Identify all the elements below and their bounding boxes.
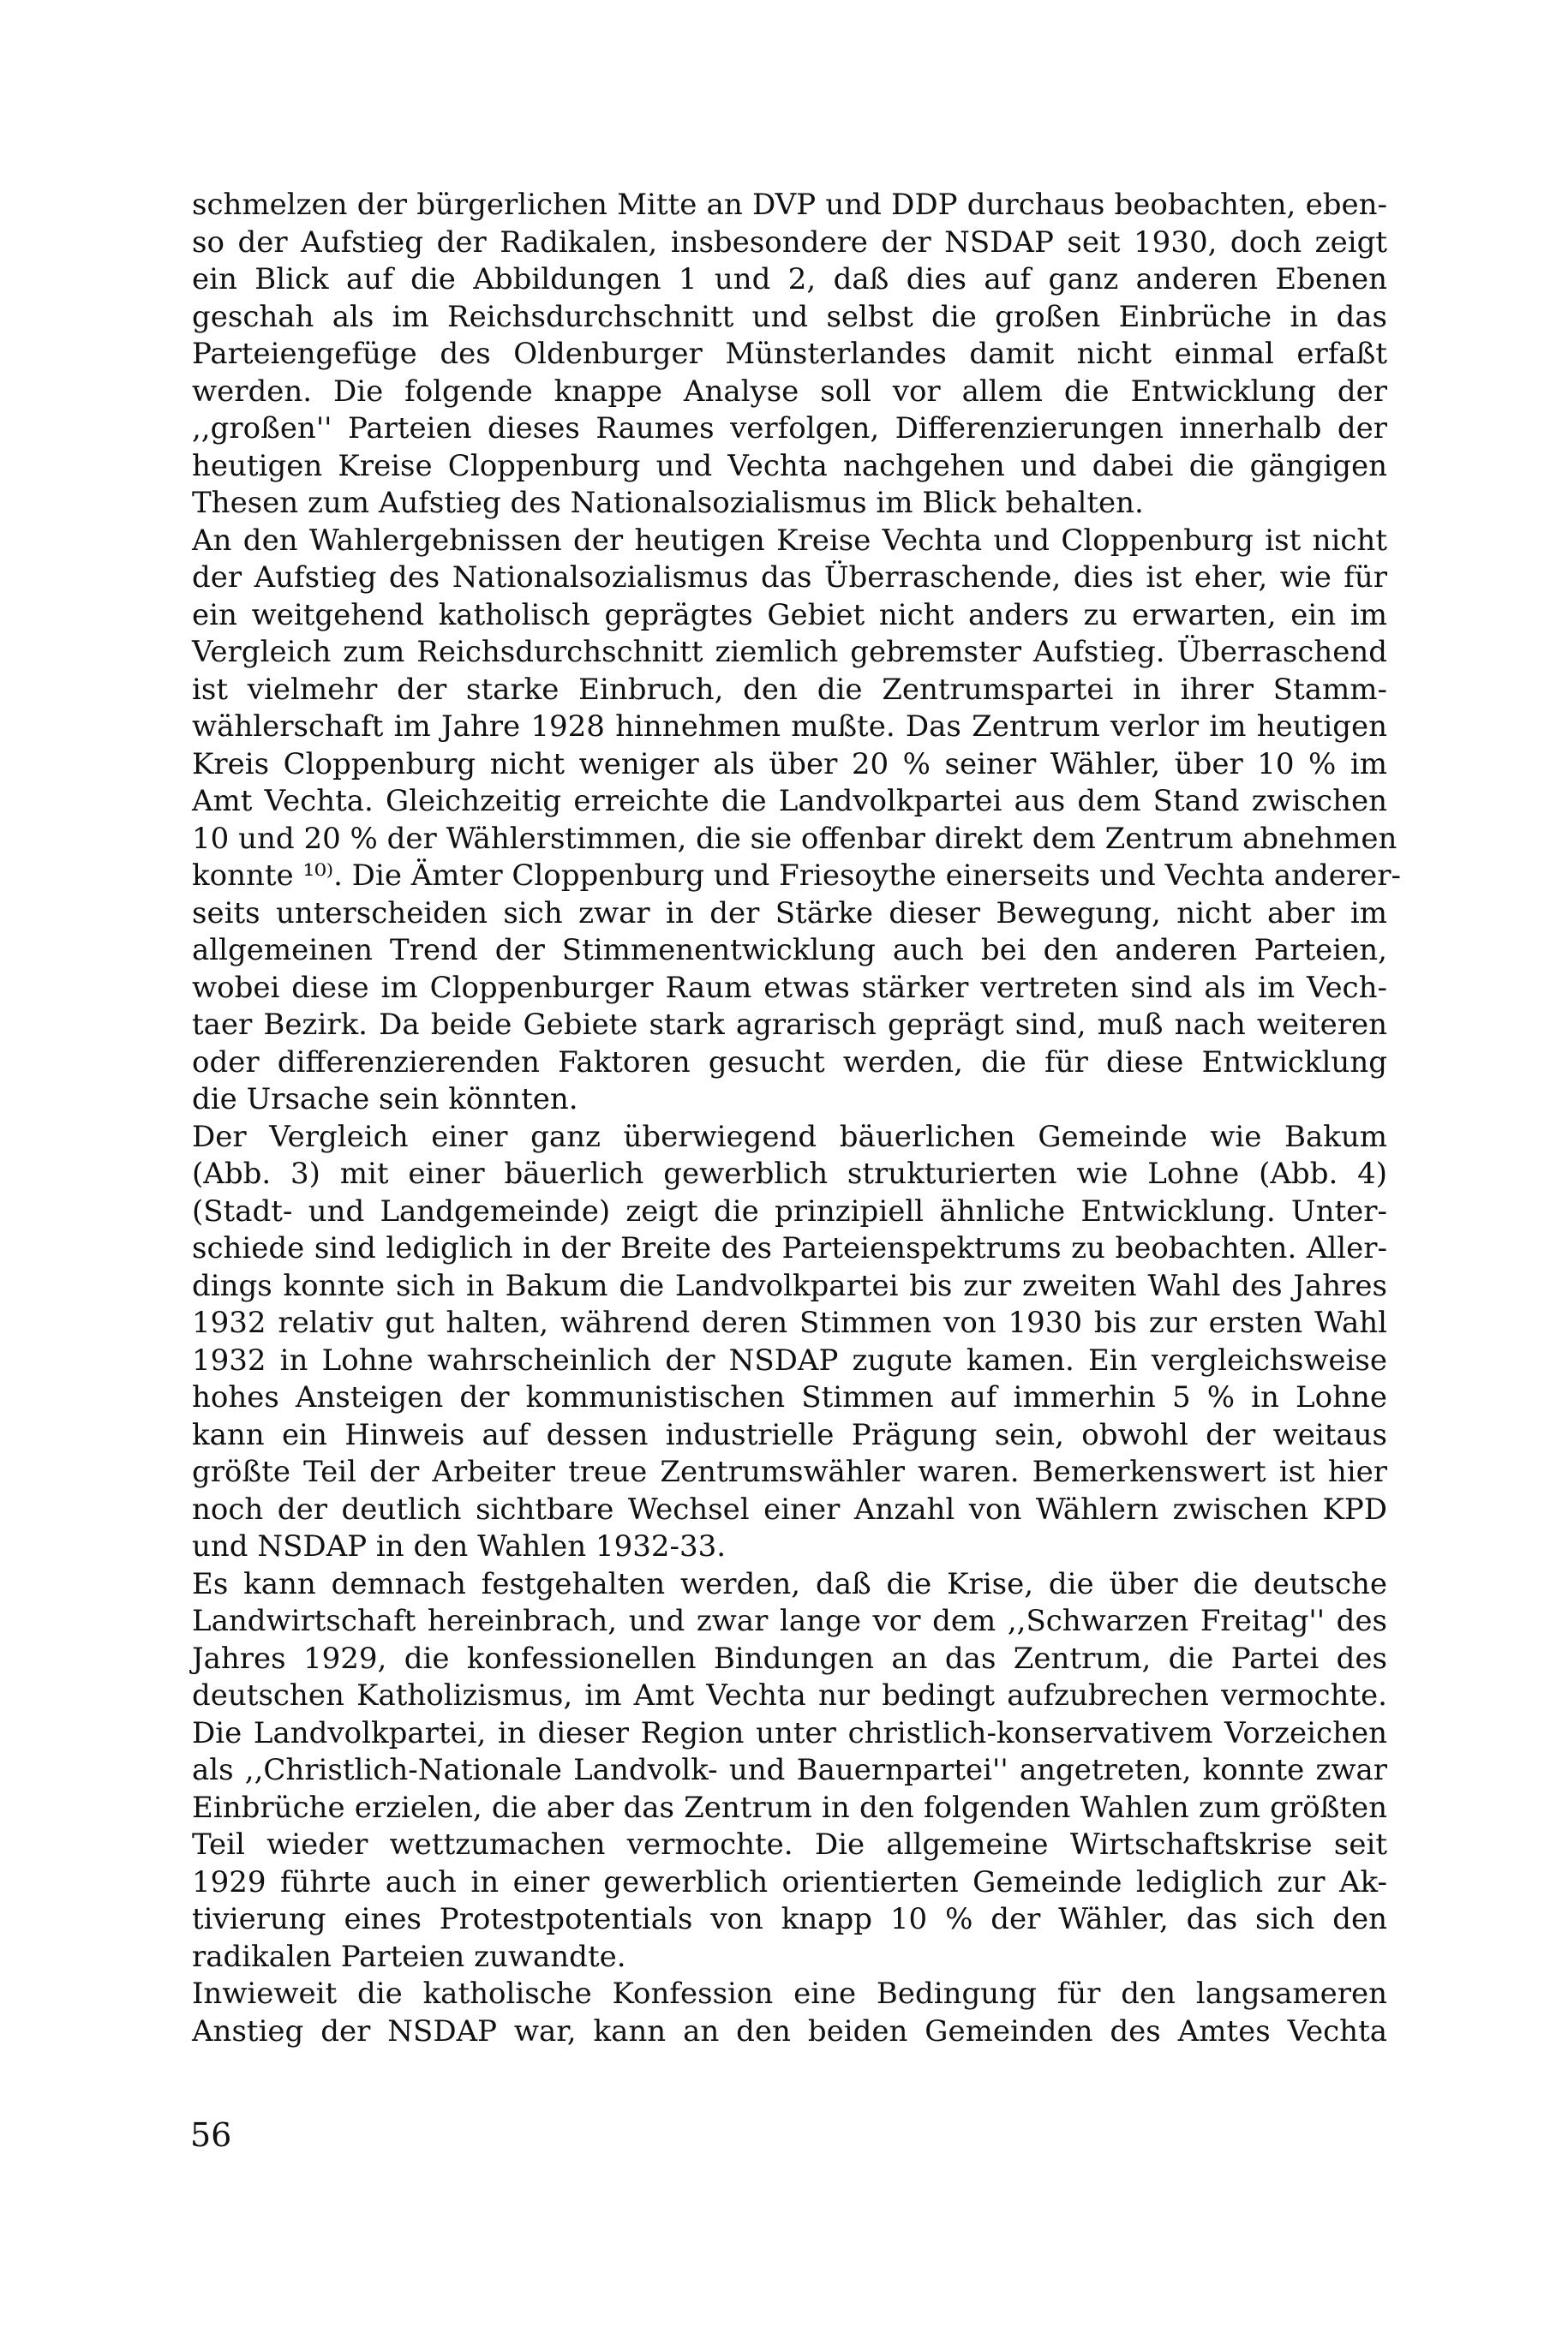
text-line: 10 und 20 % der Wählerstimmen, die sie offenbar direkt dem Zentrum abnehmen [192, 821, 1397, 856]
text-line: werden. Die folgende knappe Analyse soll vor allem die Entwicklung der [192, 374, 1387, 409]
text-line: geschah als im Reichsdurchschnitt und selbst die großen Einbrüche in das [192, 299, 1387, 334]
text-line: ,,großen'' Parteien dieses Raumes verfolgen, Differenzierungen innerhalb der [192, 411, 1387, 446]
text-line: Vergleich zum Reichsdurchschnitt ziemlich gebremster Aufstieg. Überraschend [192, 635, 1387, 669]
text-line: hohes Ansteigen der kommunistischen Stimmen auf immerhin 5 % in Lohne [192, 1380, 1387, 1415]
text-line: allgemeinen Trend der Stimmenentwicklung auch bei den anderen Parteien, [192, 933, 1387, 967]
text-line: seits unterscheiden sich zwar in der Stärke dieser Bewegung, nicht aber im [192, 895, 1387, 930]
text-line: tivierung eines Protestpotentials von knapp 10 % der Wähler, das sich den [192, 1902, 1387, 1936]
text-line: schiede sind lediglich in der Breite des Parteienspektrums zu beobachten. Aller- [192, 1231, 1387, 1265]
text-line: 1932 relativ gut halten, während deren Stimmen von 1930 bis zur ersten Wahl [192, 1306, 1387, 1340]
text-line: ist vielmehr der starke Einbruch, den die Zentrumspartei in ihrer Stamm- [192, 672, 1387, 707]
text-line: der Aufstieg des Nationalsozialismus das Überraschende, dies ist eher, wie für [192, 560, 1387, 595]
text-line: heutigen Kreise Cloppenburg und Vechta nachgehen und dabei die gängigen [192, 448, 1387, 483]
text-line: Jahres 1929, die konfessionellen Bindungen an das Zentrum, die Partei des [192, 1641, 1387, 1676]
text-line: kann ein Hinweis auf dessen industrielle Prägung sein, obwohl der weitaus [192, 1417, 1387, 1452]
text-line: als ,,Christlich-Nationale Landvolk- und Bauernpartei'' angetreten, konnte zwar [192, 1753, 1387, 1787]
text-line: Kreis Cloppenburg nicht weniger als über 20 % seiner Wähler, über 10 % im [192, 746, 1387, 781]
text-line: wobei diese im Cloppenburger Raum etwas stärker vertreten sind als im Vech- [192, 970, 1387, 1005]
text-line: so der Aufstieg der Radikalen, insbesondere der NSDAP seit 1930, doch zeigt [192, 224, 1387, 260]
text-line: Teil wieder wettzumachen vermochte. Die allgemeine Wirtschaftskrise seit [192, 1828, 1387, 1862]
text-line: Thesen zum Aufstieg des Nationalsozialismus im Blick behalten. [192, 486, 1144, 520]
text-line: (Stadt- und Landgemeinde) zeigt die prinzipiell ähnliche Entwicklung. Unter- [192, 1193, 1387, 1229]
text-line: schmelzen der bürgerlichen Mitte an DVP und DDP durchaus beobachten, eben- [192, 188, 1387, 222]
text-line: wählerschaft im Jahre 1928 hinnehmen mußte. Das Zentrum verlor im heutigen [192, 709, 1387, 744]
text-line: ein Blick auf die Abbildungen 1 und 2, daß dies auf ganz anderen Ebenen [192, 262, 1387, 296]
text-line: dings konnte sich in Bakum die Landvolkpartei bis zur zweiten Wahl des Jahres [192, 1268, 1387, 1303]
text-line: deutschen Katholizismus, im Amt Vechta nur bedingt aufzubrechen vermochte. [192, 1678, 1387, 1713]
text-line: ein weitgehend katholisch geprägtes Gebiet nicht anders zu erwarten, ein im [192, 597, 1387, 632]
text-line: 1929 führte auch in einer gewerblich orientierten Gemeinde lediglich zur Ak- [192, 1864, 1387, 1899]
body-text [192, 187, 1401, 2050]
text-line: radikalen Parteien zuwandte. [192, 1939, 626, 1974]
text-line: Einbrüche erzielen, die aber das Zentrum in den folgenden Wahlen zum größten [192, 1790, 1387, 1825]
text-line: die Ursache sein könnten. [192, 1082, 578, 1116]
text-line: Inwieweit die katholische Konfession eine Bedingung für den langsameren [192, 1977, 1387, 2011]
text-line: Landwirtschaft hereinbrach, und zwar lange vor dem ,,Schwarzen Freitag'' des [192, 1604, 1387, 1638]
text-line: und NSDAP in den Wahlen 1932-33. [192, 1529, 727, 1564]
text-line: oder differenzierenden Faktoren gesucht werden, die für diese Entwicklung [192, 1044, 1387, 1080]
text-line: größte Teil der Arbeiter treue Zentrumswähler waren. Bemerkenswert ist hier [192, 1455, 1387, 1489]
text-line: An den Wahlergebnissen der heutigen Kreise Vechta und Cloppenburg ist nicht [192, 523, 1387, 558]
text-line: taer Bezirk. Da beide Gebiete stark agrarisch geprägt sind, muß nach weiteren [192, 1008, 1387, 1042]
text-line: Parteiengefüge des Oldenburger Münsterlandes damit nicht einmal erfaßt [192, 337, 1387, 371]
text-line: noch der deutlich sichtbare Wechsel einer Anzahl von Wählern zwischen KPD [192, 1492, 1387, 1527]
text-line: Anstieg der NSDAP war, kann an den beiden Gemeinden des Amtes Vechta [192, 2013, 1387, 2049]
text-line: Es kann demnach festgehalten werden, daß die Krise, die über die deutsche [192, 1566, 1387, 1601]
text-line: konnte ¹⁰⁾. Die Ämter Cloppenburg und Friesoythe einerseits und Vechta anderer- [192, 858, 1401, 893]
text-line: Amt Vechta. Gleichzeitig erreichte die Landvolkpartei aus dem Stand zwischen [192, 784, 1387, 818]
text-line: (Abb. 3) mit einer bäuerlich gewerblich strukturierten wie Lohne (Abb. 4) [192, 1157, 1387, 1191]
page-number: 56 [190, 2116, 232, 2154]
text-line: Der Vergleich einer ganz überwiegend bäuerlichen Gemeinde wie Bakum [192, 1119, 1387, 1154]
text-line: 1932 in Lohne wahrscheinlich der NSDAP zugute kamen. Ein vergleichsweise [192, 1343, 1387, 1378]
text-line: Die Landvolkpartei, in dieser Region unter christlich-konservativem Vorzeichen [192, 1715, 1387, 1750]
